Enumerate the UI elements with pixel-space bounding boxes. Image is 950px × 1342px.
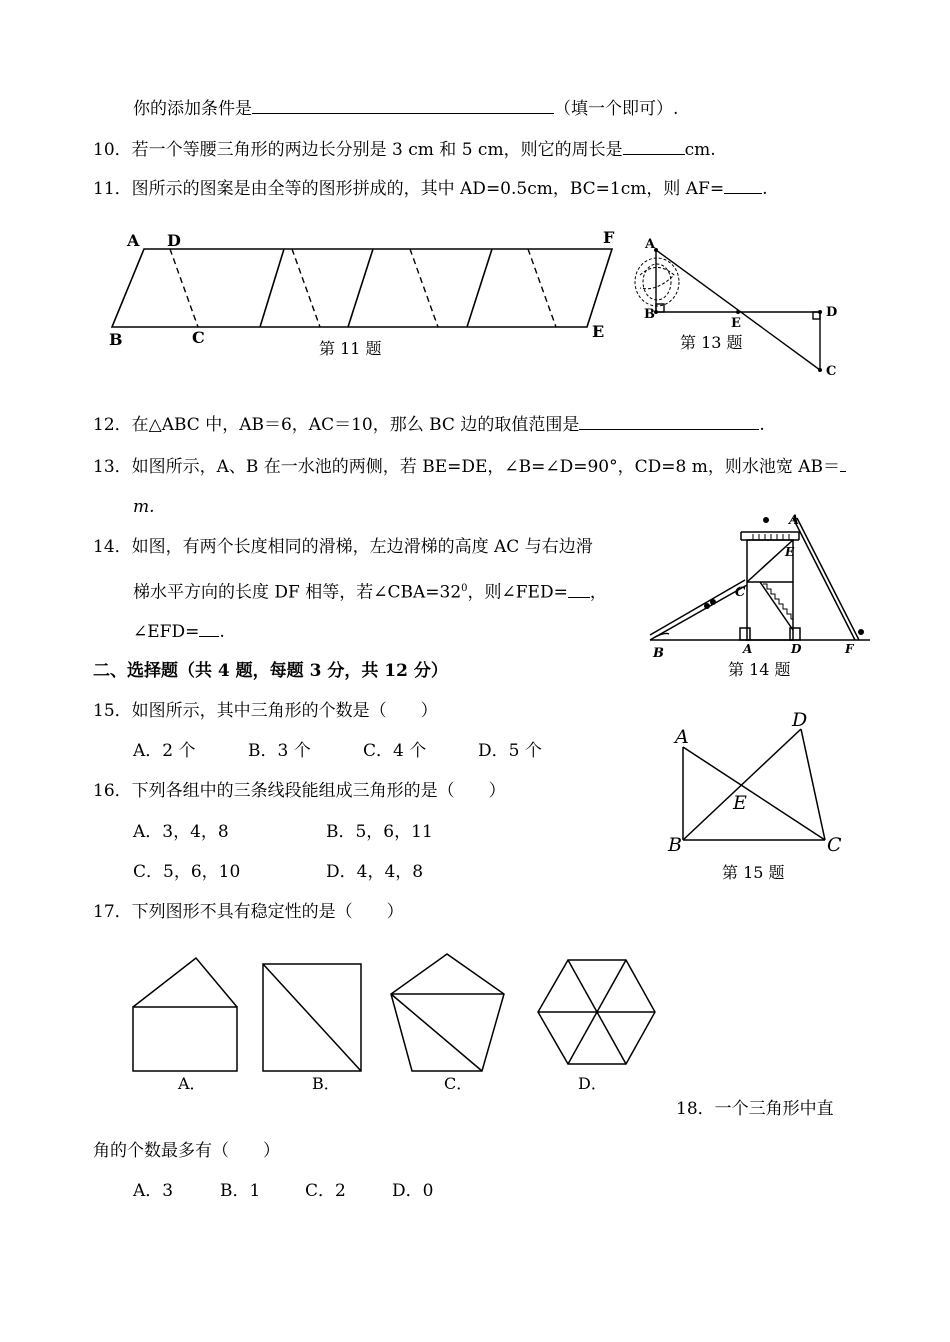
q14-text-b: ，则∠FED= xyxy=(467,582,568,603)
q13-line1 xyxy=(93,455,846,478)
fig11-label-c: C xyxy=(192,328,205,347)
q12-line xyxy=(93,413,765,436)
fig15-caption: 第 15 题 xyxy=(722,863,785,882)
q14-text-a: 梯水平方向的长度 DF 相等，若∠CBA=32 xyxy=(133,582,462,603)
q17-figure-d xyxy=(538,960,655,1064)
q13-answer-blank[interactable] xyxy=(840,455,846,472)
q11-text: 11．图所示的图案是由全等的图形拼成的，其中 AD=0.5cm，BC=1cm，则 AF= xyxy=(93,179,725,199)
q15-option-b[interactable]: B．3 个 xyxy=(248,741,311,761)
figure-15 xyxy=(665,705,855,855)
q16-option-a[interactable]: A．3，4，8 xyxy=(133,822,229,842)
q14-text-e: . xyxy=(219,622,225,642)
fig14-label-b: B xyxy=(653,646,664,661)
fig13-label-e: E xyxy=(731,316,741,331)
q15-option-c[interactable]: C．4 个 xyxy=(363,741,427,761)
q12-answer-blank[interactable] xyxy=(579,413,759,430)
fig11-label-d: D xyxy=(167,231,181,250)
fig15-label-a: A xyxy=(675,726,689,748)
fig14-label-d: D xyxy=(791,642,802,656)
q18-option-a[interactable]: A．3 xyxy=(133,1181,174,1201)
q11-suffix: . xyxy=(762,179,768,199)
fig11-label-f: F xyxy=(603,228,615,247)
q14-degree-sup: 0 xyxy=(461,583,468,594)
q17-label-b[interactable]: B． xyxy=(312,1074,340,1093)
q16-option-b[interactable]: B．5，6，11 xyxy=(326,822,433,842)
fig13-label-d: D xyxy=(826,305,838,320)
q14-text-c: ， xyxy=(589,582,607,603)
q10-line xyxy=(93,138,716,161)
q16-option-d[interactable]: D．4，4，8 xyxy=(326,862,424,882)
fig13-caption: 第 13 题 xyxy=(680,333,743,352)
fig11-outline xyxy=(112,249,612,327)
fig11-label-b: B xyxy=(109,330,123,349)
fig13-label-a: A xyxy=(645,237,656,252)
q16-stem: 16．下列各组中的三条线段能组成三角形的是（ ） xyxy=(93,781,506,801)
q17-figure-c xyxy=(391,954,504,1071)
q17-label-a[interactable]: A． xyxy=(178,1074,206,1093)
figure-14 xyxy=(645,510,875,660)
fig15-label-d: D xyxy=(792,709,808,731)
q13-text: 13．如图所示，A、B 在一水池的两侧，若 BE=DE，∠B=∠D=90°，CD=8 m，则水池宽 AB＝ xyxy=(93,457,841,477)
fig14-label-c: C xyxy=(735,585,746,600)
fig15-line-bd xyxy=(683,729,801,840)
q9-line xyxy=(133,97,678,120)
section-2-title: 二、选择题（共 4 题，每题 3 分，共 12 分） xyxy=(93,661,448,681)
q17-label-d[interactable]: D． xyxy=(578,1074,607,1093)
fig11-caption: 第 11 题 xyxy=(319,339,382,358)
fig13-label-b: B xyxy=(644,307,655,322)
q11-line xyxy=(93,177,768,200)
q14-line1: 14．如图，有两个长度相同的滑梯，左边滑梯的高度 AC 与右边滑 xyxy=(93,537,593,557)
q17-figure-b xyxy=(263,964,361,1071)
q15-stem: 15．如图所示，其中三角形的个数是（ ） xyxy=(93,701,438,721)
q14-blank-fed[interactable] xyxy=(568,581,590,598)
fig14-left-slide xyxy=(650,585,747,640)
fig15-line-ac xyxy=(683,747,825,840)
fig14-right-slide xyxy=(793,518,855,640)
fig14-label-e: E xyxy=(785,545,795,559)
q18-option-c[interactable]: C．2 xyxy=(305,1181,346,1201)
q10-prefix: 10．若一个等腰三角形的两边长分别是 3 cm 和 5 cm，则它的周长是 xyxy=(93,140,623,160)
q17-label-c[interactable]: C． xyxy=(444,1074,473,1093)
fig11-label-e: E xyxy=(592,322,605,341)
q11-answer-blank[interactable] xyxy=(724,177,762,194)
q18-line2: 角的个数最多有（ ） xyxy=(93,1141,280,1161)
q17-figure-a xyxy=(133,958,237,1071)
fig15-label-e: E xyxy=(733,792,747,814)
q16-option-c[interactable]: C．5，6，10 xyxy=(133,862,241,882)
fig11-label-a: A xyxy=(127,231,140,250)
q13-line2: m. xyxy=(133,497,155,517)
q18-option-d[interactable]: D．0 xyxy=(392,1181,434,1201)
fig13-pond-sketch xyxy=(635,258,679,306)
q10-answer-blank[interactable] xyxy=(623,138,685,155)
fig14-label-a-bottom: A xyxy=(743,642,753,656)
q15-option-d[interactable]: D．5 个 xyxy=(478,741,542,761)
q10-suffix: cm. xyxy=(684,140,716,160)
fig15-line-dc xyxy=(801,729,825,840)
fig14-caption: 第 14 题 xyxy=(728,660,791,679)
q9-suffix: （填一个即可）. xyxy=(554,99,679,119)
q14-line2 xyxy=(133,578,607,604)
fig13-label-c: C xyxy=(826,364,837,379)
fig15-label-c: C xyxy=(827,834,842,856)
q15-option-a[interactable]: A．2 个 xyxy=(133,741,196,761)
q14-blank-efd[interactable] xyxy=(199,620,219,637)
q14-text-d: ∠EFD= xyxy=(133,622,200,642)
q14-line3 xyxy=(133,620,225,643)
fig14-label-f: F xyxy=(845,642,854,656)
q9-answer-blank[interactable] xyxy=(252,97,554,114)
q9-prefix: 你的添加条件是 xyxy=(133,99,252,119)
q18-line1: 18．一个三角形中直 xyxy=(676,1099,834,1119)
fig15-label-b: B xyxy=(668,834,682,856)
figure-13 xyxy=(630,230,840,380)
fig14-label-a-top: A xyxy=(789,513,800,528)
q12-prefix: 12．在△ABC 中，AB＝6，AC＝10，那么 BC 边的取值范围是 xyxy=(93,415,580,435)
q12-suffix: . xyxy=(759,415,765,435)
q18-option-b[interactable]: B．1 xyxy=(220,1181,261,1201)
q17-stem: 17．下列图形不具有稳定性的是（ ） xyxy=(93,902,404,922)
